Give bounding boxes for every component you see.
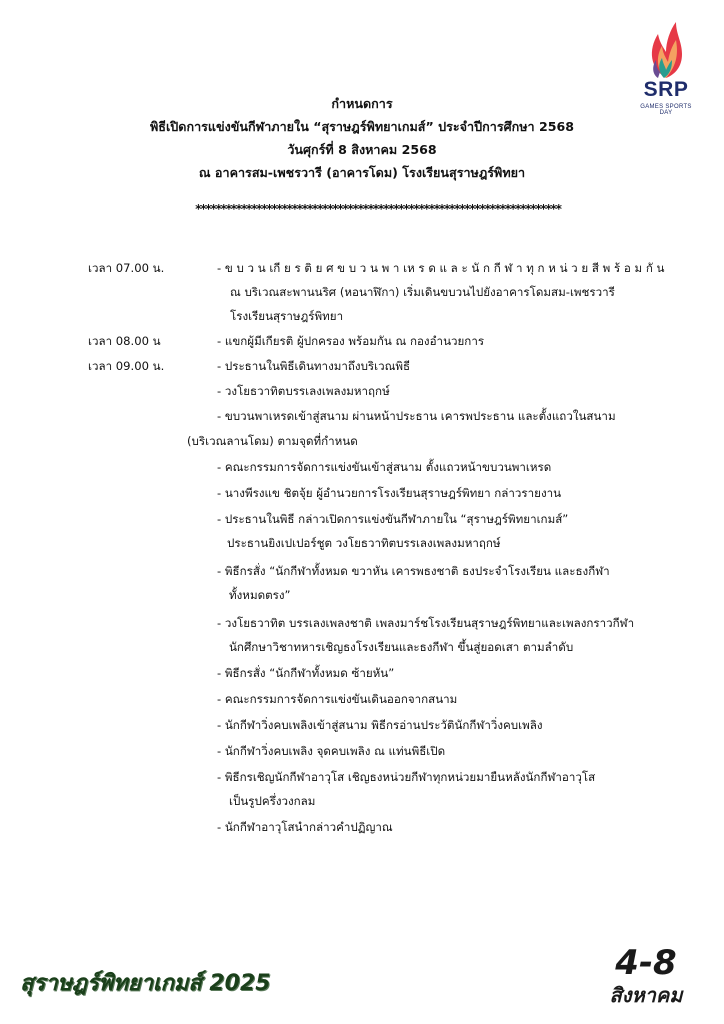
header-event: พิธีเปิดการแข่งขันกีฬาภายใน “สุราษฎร์พิทยาเกมส์” ประจำปีการศึกษา 2568 [149,119,575,134]
schedule-text: - วงโยธวาทิตบรรเลงเพลงมหาฤกษ์ [217,384,390,398]
schedule-text: - ประธานในพิธีเดินทางมาถึงบริเวณพิธี [217,359,411,373]
logo-text: SRP [643,78,689,101]
footer-event-name: สุราษฎร์พิทยาเกมส์ 2025 [20,971,271,996]
schedule-text: โรงเรียนสุราษฎร์พิทยา [230,309,344,323]
flame-icon [636,20,696,80]
schedule-text: - วงโยธวาทิต บรรเลงเพลงชาติ เพลงมาร์ชโรงเรียนสุราษฎร์พิทยาและเพลงกราวกีฬา [217,616,635,630]
header-title: กำหนดการ [331,96,393,111]
schedule-text: - คณะกรรมการจัดการแข่งขันเดินออกจากสนาม [217,692,458,706]
schedule-text: - แขกผู้มีเกียรติ ผู้ปกครอง พร้อมกัน ณ กองอำนวยการ [217,334,485,348]
schedule-text: ประธานยิงเปเปอร์ชูต วงโยธวาทิตบรรเลงเพลงมหาฤกษ์ [227,536,501,550]
schedule-time: เวลา 07.00 น. [88,261,165,275]
logo-subtext: GAMES SPORTS DAY [640,104,692,116]
footer-month: สิงหาคม [609,983,683,1007]
schedule-text: - นักกีฬาวิ่งคบเพลิงเข้าสู่สนาม พิธีกรอ่านประวัตินักกีฬาวิ่งคบเพลิง [217,718,543,732]
header-venue: ณ อาคารสม-เพชรวารี (อาคารโดม) โรงเรียนสุราษฎร์พิทยา [198,165,526,180]
header-date: วันศุกร์ที่ 8 สิงหาคม 2568 [287,142,437,157]
header-divider: ************************************************************************ [195,202,561,216]
footer-date-badge [586,944,706,1008]
schedule-text: - ข บ ว น เกี ย ร ติ ย ศ ข บ ว น พ า เห ร ด แ ล ะ นั ก กี ฬ า ทุ ก ห น่ ว ย สี พ ร้ อ ม กั น [217,261,665,275]
schedule-time: เวลา 09.00 น. [88,359,165,373]
document-header [0,92,724,184]
footer-date-range: 4-8 [615,943,677,983]
schedule-time: เวลา 08.00 น [88,334,161,348]
schedule-text: - นักกีฬาอาวุโสนำกล่าวคำปฏิญาณ [217,820,393,834]
schedule-text: - พิธีกรสั่ง “นักกีฬาทั้งหมด ขวาหัน เคารพธงชาติ ธงประจำโรงเรียน และธงกีฬา [217,564,610,578]
schedule-text: ณ บริเวณสะพานนริศ (หอนาฬิกา) เริ่มเดินขบวนไปยังอาคารโดมสม-เพชรวารี [230,285,615,299]
schedule-text: นักศึกษาวิชาทหารเชิญธงโรงเรียนและธงกีฬา ขึ้นสู่ยอดเสา ตามลำดับ [229,640,574,654]
schedule-text: เป็นรูปครึ่งวงกลม [229,794,316,808]
schedule-text: - ประธานในพิธี กล่าวเปิดการแข่งขันกีฬาภายใน “สุราษฎร์พิทยาเกมส์” [217,512,569,526]
schedule-text: - นางพีรงแข ชิตจุ้ย ผู้อำนวยการโรงเรียนสุราษฎร์พิทยา กล่าวรายงาน [217,486,562,500]
schedule-text: - คณะกรรมการจัดการแข่งขันเข้าสู่สนาม ตั้งแถวหน้าขบวนพาเหรด [217,460,552,474]
schedule-text: - พิธีกรสั่ง “นักกีฬาทั้งหมด ซ้ายหัน” [217,666,395,680]
schedule-text: - พิธีกรเชิญนักกีฬาอาวุโส เชิญธงหน่วยกีฬาทุกหน่วยมายืนหลังนักกีฬาอาวุโส [217,770,596,784]
schedule-text: - ขบวนพาเหรดเข้าสู่สนาม ผ่านหน้าประธาน เคารพประธาน และตั้งแถวในสนาม [217,409,616,423]
schedule-text: - นักกีฬาวิ่งคบเพลิง จุดคบเพลิง ณ แท่นพิธีเปิด [217,744,446,758]
schedule-text: ทั้งหมดตรง” [229,588,291,602]
schedule-text: (บริเวณลานโดม) ตามจุดที่กำหนด [187,434,358,448]
